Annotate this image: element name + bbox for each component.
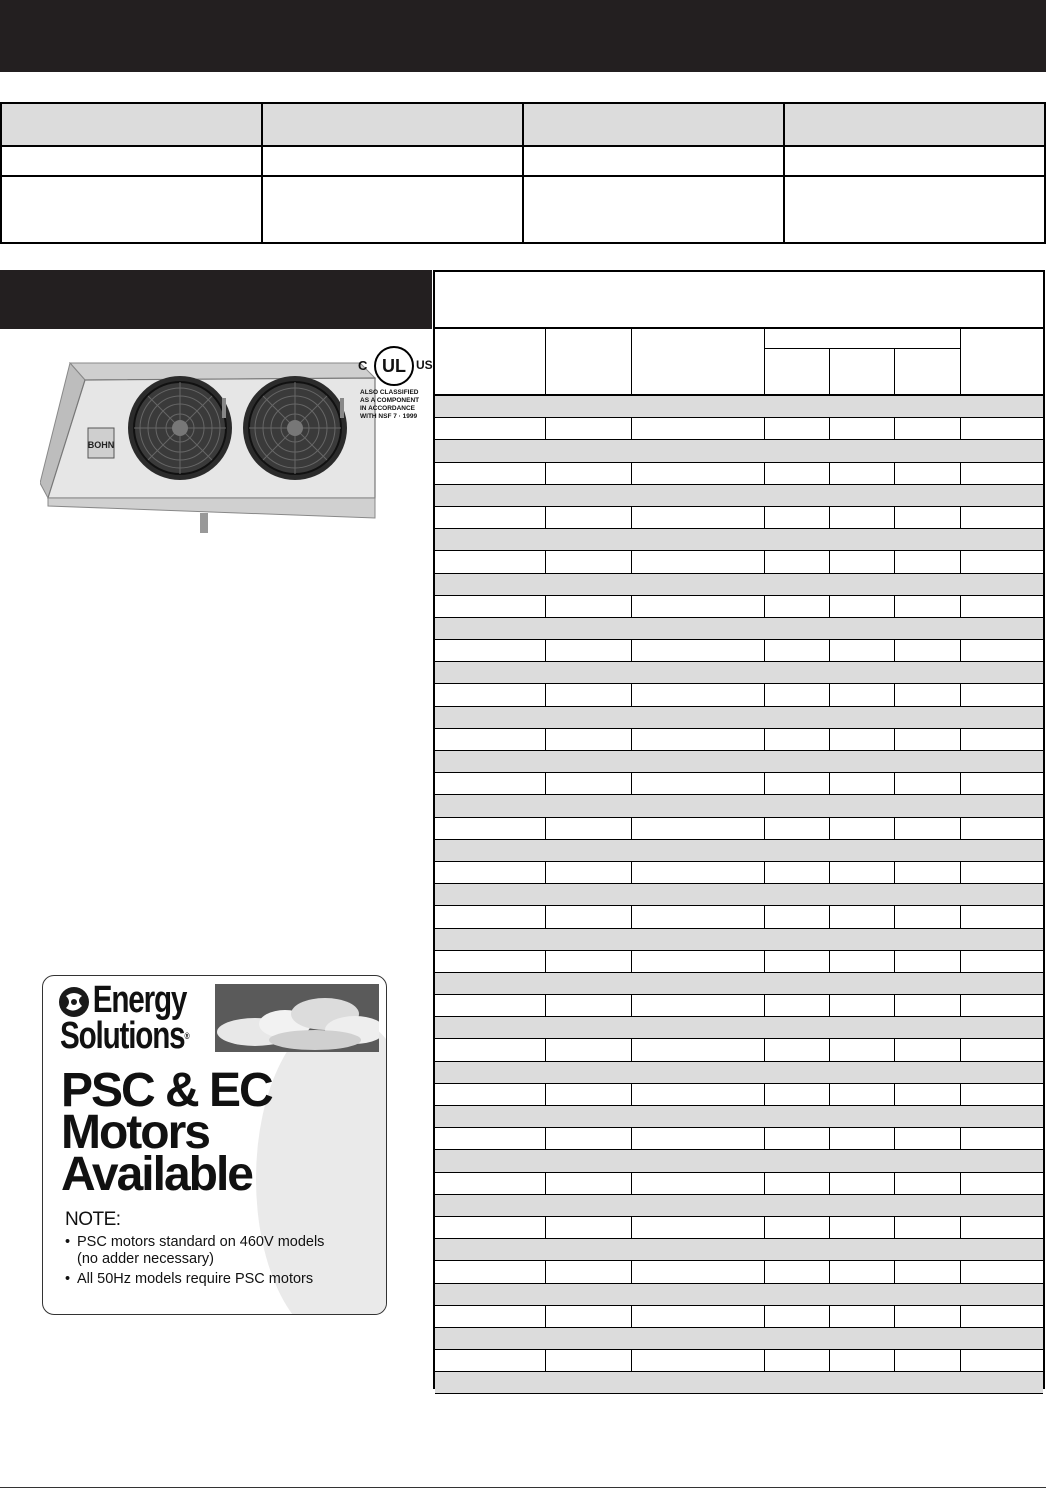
table-row	[435, 1239, 1043, 1261]
logo-line-1: Energy	[92, 979, 187, 1021]
headline-line-1: PSC & EC	[61, 1064, 272, 1117]
table-row	[435, 973, 1043, 995]
table-row	[435, 906, 1043, 928]
table-row	[435, 418, 1043, 440]
ul-logo: UL	[374, 346, 414, 386]
headline-line-2: Motors	[61, 1106, 209, 1159]
spec-table	[0, 102, 1046, 244]
table-row	[435, 1039, 1043, 1061]
ul-c-label: C	[358, 358, 368, 373]
table-row	[435, 840, 1043, 862]
table-row	[435, 818, 1043, 840]
table-row	[435, 795, 1043, 817]
note-bullets	[65, 1234, 324, 1291]
table-row	[435, 440, 1043, 462]
table-row	[435, 574, 1043, 596]
table-row	[435, 1217, 1043, 1239]
table-row	[435, 862, 1043, 884]
table-row	[435, 1261, 1043, 1283]
table-row	[435, 463, 1043, 485]
table-row	[435, 1372, 1043, 1394]
table-row	[435, 1062, 1043, 1084]
table-row	[435, 773, 1043, 795]
table-row	[435, 1328, 1043, 1350]
header-group-divider	[764, 348, 960, 349]
table-row	[435, 396, 1043, 418]
table-title-area	[435, 272, 1043, 329]
table-row	[435, 707, 1043, 729]
column-divider	[783, 104, 785, 242]
table-row	[435, 596, 1043, 618]
brand-plate: BOHN	[87, 440, 115, 450]
table-row	[435, 884, 1043, 906]
column-divider	[261, 104, 263, 242]
table-row	[435, 729, 1043, 751]
rating-data-table	[433, 270, 1045, 1389]
table-row	[435, 929, 1043, 951]
table-row	[435, 485, 1043, 507]
table-row	[435, 1306, 1043, 1328]
top-banner	[0, 0, 1046, 72]
table-row	[435, 662, 1043, 684]
table-row	[435, 751, 1043, 773]
ul-certification-mark	[356, 346, 436, 426]
table-row	[435, 684, 1043, 706]
table-row	[435, 1350, 1043, 1372]
table-body	[435, 396, 1043, 1394]
promo-headline	[61, 1064, 272, 1201]
table-header	[435, 329, 1043, 396]
note-bullet: • All 50Hz models require PSC motors	[65, 1271, 324, 1288]
headline-line-3: Available	[61, 1148, 252, 1201]
table-row	[435, 1195, 1043, 1217]
table-row	[435, 529, 1043, 551]
table-row	[435, 1150, 1043, 1172]
energy-solutions-logo-text	[60, 979, 190, 1057]
ul-us-label: US	[416, 358, 433, 372]
table-row	[435, 640, 1043, 662]
section-header-bar	[0, 270, 432, 329]
table-row	[435, 951, 1043, 973]
table-row	[435, 618, 1043, 640]
table-row	[435, 551, 1043, 573]
table-row	[435, 1106, 1043, 1128]
table-row	[435, 507, 1043, 529]
clouds-photo	[215, 984, 379, 1052]
table-row	[435, 1017, 1043, 1039]
table-row	[435, 1173, 1043, 1195]
table-row	[435, 995, 1043, 1017]
note-title: NOTE:	[65, 1209, 121, 1230]
table-row	[435, 1128, 1043, 1150]
logo-line-2: Solutions®	[60, 1015, 190, 1057]
table-row	[435, 1284, 1043, 1306]
energy-solutions-promo	[42, 975, 387, 1315]
footer-rule	[0, 1487, 1046, 1488]
column-divider	[522, 104, 524, 242]
note-bullet: • PSC motors standard on 460V models (no adder necessary)	[65, 1234, 324, 1268]
table-row	[435, 1084, 1043, 1106]
ul-note: ALSO CLASSIFIED AS A COMPONENT IN ACCORDANCE WITH NSF 7 · 1999	[360, 389, 420, 420]
